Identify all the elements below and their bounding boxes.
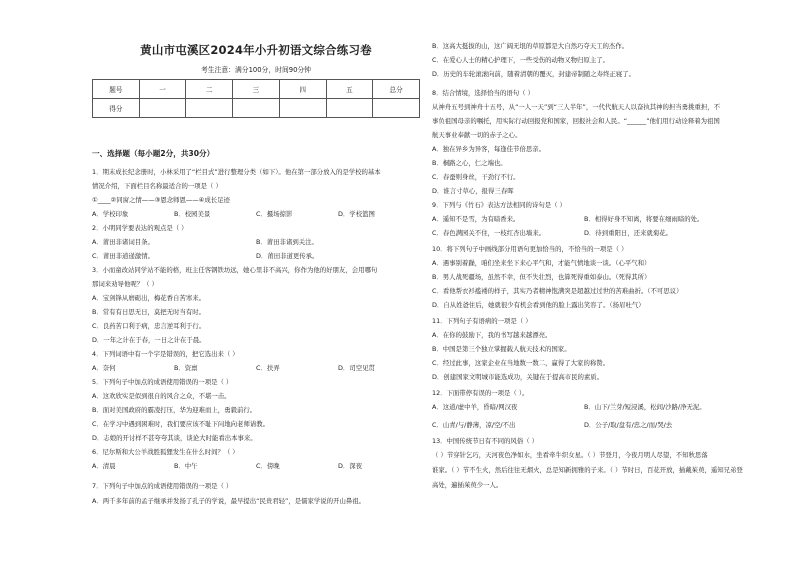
question-line: C．山青/与/静薄，凉/空/不出 xyxy=(432,421,516,429)
question-line: B．男人战死疆场，虽然不幸，但不失壮烈，也算死得重如泰山。（死得其所） xyxy=(432,273,651,281)
question-line: 12．下面带停有误的一项是（ ）。 xyxy=(432,389,529,397)
question-line: 7．下列句子中加点的成语使用错误的一项是（ ） xyxy=(92,482,233,490)
question-line: C．在爱心人士的精心护理下，一些受伤的动物又物归原主了。 xyxy=(432,56,610,64)
question-line: 13．中国传统节日有不同的风俗（ ） xyxy=(432,437,539,445)
score-table-row-label: 得分 xyxy=(93,99,140,118)
question-line: D．学校篮图 xyxy=(338,210,375,218)
question-line: A．清晨 xyxy=(92,462,116,470)
question-line: 航天事业奉献一切的赤子之心。 xyxy=(432,131,522,139)
question-line: 谁家。（ ）节不生火，然后往往无烟火，总是知新拥雅的子来。（ ）节时日，百花开放，插戴茱萸，遥知兄弟登 xyxy=(432,466,743,474)
question-line: C．傍晚 xyxy=(256,462,280,470)
page-title: 黄山市屯溪区2024年小升初语文综合练习卷 xyxy=(140,43,372,57)
question-line: C．在学习中遇到困难时，我们要应该不耻下问地向老师请教。 xyxy=(92,420,270,428)
score-table-score-row xyxy=(93,99,420,118)
score-table-header-cell: 五 xyxy=(326,80,373,99)
score-cell[interactable] xyxy=(233,99,280,118)
question-line: D．创建国家文明城市能选成功，关键在于提高市民的素质。 xyxy=(432,373,604,381)
question-line: C．良药苦口利于病，忠言逆耳利于行。 xyxy=(92,322,206,330)
question-line: 4．下列词语中有一个字是错误的，把它选出来（ ） xyxy=(92,350,239,358)
question-line: A．这欢欣实是似到很自的风合之众，不堪一击。 xyxy=(92,392,231,400)
question-line: C．春蚕则身丝，干劲行不行。 xyxy=(432,173,520,181)
question-line: C．春色满园关不住，一枝红杏出墙来。 xyxy=(432,229,546,237)
question-line: D．公子/取/盘有/忠之/而/哭/去 xyxy=(584,421,673,429)
question-line: D．莆田非道更传承。 xyxy=(256,252,319,260)
question-line: 8．结合情境，选择恰当的语句（ ） xyxy=(432,89,534,97)
question-line: 高处，遍插茱萸少一人。 xyxy=(432,481,503,489)
exam-notice: 考生注意：满分100分，时间90分钟 xyxy=(201,66,311,74)
question-line: A．宝剑锋从磨砺出，梅花香自苦寒来。 xyxy=(92,294,206,302)
question-line: B．校园美景 xyxy=(174,210,211,218)
question-line: A．遇事别着躁，咱们坐来坐下来心平气和，才能气愤地谈一谈。（心平气和） xyxy=(432,259,651,267)
question-line: A．这道/虚中羊，昏暗/网汉夜 xyxy=(432,403,518,411)
question-line: 3．小而童改站同学站不能的格，班主任客钢铁坊远，她心里非不高兴，你作为他的好朋友，会用哪句 xyxy=(92,266,378,274)
score-table xyxy=(92,79,420,118)
score-table-header-cell: 四 xyxy=(279,80,326,99)
question-line: B．资禀 xyxy=(174,364,198,372)
score-cell[interactable] xyxy=(186,99,233,118)
question-line: D．一年之计在于春，一日之计在于晨。 xyxy=(92,336,206,344)
question-line: B．中午 xyxy=(174,462,198,470)
question-line: B．桐路之心，仁之端也。 xyxy=(432,159,507,167)
score-table-header-cell: 总分 xyxy=(373,80,420,99)
question-line: C．看他帮衣衫褴褛的样子，其实乃者精神饱满突是超越过过世的苦难曲折。（不可思议） xyxy=(432,287,683,295)
question-line: C．摄场掠影 xyxy=(256,210,293,218)
question-line: D．谁言寸草心，报得三春晖 xyxy=(432,187,514,195)
question-line: B．中国是第三个独立掌握载人航天技术的国家。 xyxy=(432,345,571,353)
question-line: A．学校印象 xyxy=(92,210,129,218)
score-cell[interactable] xyxy=(139,99,186,118)
question-line: 6．尼尔斯和大公羊战胜狐狸发生在什么时间？（ ） xyxy=(92,448,239,456)
question-line: B．山下/兰芽/短浸溪，松间/沙路/净无泥。 xyxy=(584,403,706,411)
question-line: B．相得好身不知离，将要在细雨暗的处。 xyxy=(584,215,704,223)
question-line: C．莆田非道递激情。 xyxy=(92,252,154,260)
question-line: B．莆田非诸到关注。 xyxy=(256,238,318,246)
question-line: B．常有有日思无日，莫把无时当有时。 xyxy=(92,308,206,316)
question-line: D．待到重阳日，还来就菊花。 xyxy=(584,229,672,237)
question-line: A．在你的鼓励下，我的书写越来越漂亮。 xyxy=(432,331,552,339)
score-table-header-cell: 二 xyxy=(186,80,233,99)
question-line: 2．小明同学要表达的观点是（ ） xyxy=(92,224,188,232)
score-cell[interactable] xyxy=(279,99,326,118)
question-line: D．司空见贯 xyxy=(338,364,375,372)
question-line: 11．下列句子有语病的一项是（ ） xyxy=(432,317,532,325)
question-line: A．莆田非诸词目条。 xyxy=(92,238,154,246)
section-title: 一、选择题（每小题2分，共30分） xyxy=(92,149,215,158)
question-line: 那词来劝导他呢？（ ） xyxy=(92,280,158,288)
score-table-header-row xyxy=(93,80,420,99)
score-table-header-cell: 题号 xyxy=(93,80,140,99)
question-line: 9．下列与《竹石》表达方法相同的诗句是（ ） xyxy=(432,201,566,209)
question-line: 1．期末成长纪念册时，小林采用了“栏目式”进行整理分类（如下）。他在第一部分放入的是学校的基本 xyxy=(92,168,381,176)
question-line: 5．下列句子中加点的成语使用错误的一项是（ ） xyxy=(92,378,233,386)
question-line: 情况介绍，下面栏目名称最适合的一项是（ ） xyxy=(92,182,222,190)
question-line: ①____②同窗之情——③恩念师恩——④成长足迹 xyxy=(92,196,230,204)
question-line: A．遥知不是雪，为有暗香来。 xyxy=(432,215,520,223)
score-cell[interactable] xyxy=(373,99,420,118)
question-line: A．奈何 xyxy=(92,364,116,372)
question-line: 事负祖国母亲的嘱托，用实际行动回报党和国家，回报社会和人民。“______”他们用行动诠释着为祖国 xyxy=(432,117,720,125)
question-line: D．深夜 xyxy=(338,462,363,470)
question-line: 10．将下列句子中画线部分用语句更加恰当的，不恰当的一项是（ ） xyxy=(432,245,628,253)
question-line: D．自从姓爸住后，她就很少有机会看到他的脸上露出笑容了。（扬眉吐气） xyxy=(432,301,645,309)
question-line: D．志娘的开讨样不甚夸夸其谈，谈论大时能看出本事来。 xyxy=(92,434,257,442)
score-table-header-cell: 一 xyxy=(139,80,186,99)
question-line: A．独在异乡为异客，每逢佳节倍思亲。 xyxy=(432,145,546,153)
question-line: 从神舟五号到神舟十五号，从“一人一天”到“三人半年”，一代代航天人以奋执其神的担当勇挑重担，不 xyxy=(432,103,721,111)
question-line: A．两千多年前的孟子继承并发扬了孔子的学说，最早提出“民贵君轻”，是儒家学说的开山鼻祖。 xyxy=(92,497,366,505)
question-line: B．这高大挺拔的山，这广阔无垠的草原都是大自然巧夺天工的杰作。 xyxy=(432,42,629,50)
question-line: C．经过此事，这家企业在当地数一数二，赢得了大家的称赞。 xyxy=(432,359,610,367)
score-table-header-cell: 三 xyxy=(233,80,280,99)
question-line: B．面对美国政府的霸凌打压，华为迎难而上，勇毅前行。 xyxy=(92,406,257,414)
question-line: D．历史的车轮滚滚向前，随着清朝的覆灭，封建帝制随之寿终正寝了。 xyxy=(432,70,636,78)
score-cell[interactable] xyxy=(326,99,373,118)
question-line: C．扶弄 xyxy=(256,364,280,372)
question-line: （ ）节穿针乞巧，天河夜色净如水，坐看牵牛织女星。（ ）节登月，今夜月明人尽望，不知秋思落 xyxy=(432,451,708,459)
